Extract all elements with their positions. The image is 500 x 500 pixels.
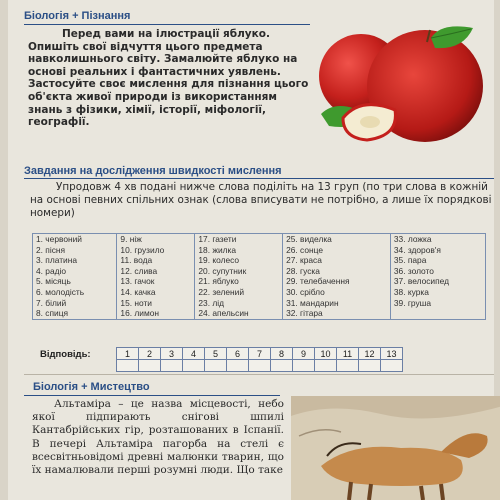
- words-table: [32, 233, 486, 320]
- intro-paragraph: Перед вами на ілюстрації яблуко. Опишіть свої відчуття цього предмета навколишнього світу. Замалюйте яблуко на основі реальних і фантастичних уявлень. Застосуйте своє мислення для пізнання цього об'єкта живої природи із використанням знань з фізики, хімії, історії, міфології, географії.: [28, 28, 309, 129]
- answer-number-cell: 9: [293, 348, 315, 360]
- answer-number-cell: 3: [161, 348, 183, 360]
- answer-number-cell: 11: [337, 348, 359, 360]
- answer-blank-cell[interactable]: [359, 360, 381, 372]
- words-row: [33, 234, 486, 245]
- word-cell: 16. лимон: [117, 308, 195, 319]
- answer-blank-cell[interactable]: [381, 360, 403, 372]
- word-cell: 25. виделка: [283, 234, 391, 245]
- answer-blank-cell[interactable]: [139, 360, 161, 372]
- word-cell: 9. ніж: [117, 234, 195, 245]
- word-cell: 30. срібло: [283, 287, 391, 298]
- answer-number-cell: 2: [139, 348, 161, 360]
- word-cell: 18. жилка: [195, 245, 283, 256]
- answer-number-cell: 12: [359, 348, 381, 360]
- answer-number-cell: 13: [381, 348, 403, 360]
- apple-illustration: [313, 18, 498, 150]
- task-title: Завдання на дослідження швидкості мислення: [24, 165, 494, 179]
- words-row: [33, 276, 486, 287]
- word-cell: 35. пара: [390, 255, 485, 266]
- word-cell: 6. молодість: [33, 287, 117, 298]
- title-underline: [24, 24, 310, 25]
- word-cell: 22. зелений: [195, 287, 283, 298]
- word-cell: 7. білий: [33, 298, 117, 309]
- answer-number-cell: 10: [315, 348, 337, 360]
- cave-horse-painting: [291, 396, 500, 500]
- word-cell: 4. радіо: [33, 266, 117, 277]
- answer-number-cell: 5: [205, 348, 227, 360]
- answer-grid: [116, 347, 403, 372]
- section-divider: [24, 374, 494, 375]
- word-cell: 15. ноти: [117, 298, 195, 309]
- word-cell: 26. сонце: [283, 245, 391, 256]
- word-cell: 21. яблуко: [195, 276, 283, 287]
- words-row: [33, 266, 486, 277]
- word-cell: 34. здоров'я: [390, 245, 485, 256]
- word-cell: 29. телебачення: [283, 276, 391, 287]
- word-cell: 36. золото: [390, 266, 485, 277]
- word-cell: 11. вода: [117, 255, 195, 266]
- section-title-biology-art: Біологія + Мистецтво: [33, 381, 150, 393]
- word-cell: 32. гітара: [283, 308, 391, 319]
- art-title-underline: [24, 395, 280, 396]
- word-cell: 27. краса: [283, 255, 391, 266]
- word-cell: 38. курка: [390, 287, 485, 298]
- words-row: [33, 298, 486, 309]
- answer-blank-cell[interactable]: [161, 360, 183, 372]
- section-title-biology-knowledge: Біологія + Пізнання: [24, 10, 131, 22]
- answer-blank-cell[interactable]: [249, 360, 271, 372]
- word-cell: 5. місяць: [33, 276, 117, 287]
- answer-blank-cell[interactable]: [293, 360, 315, 372]
- word-cell: 23. лід: [195, 298, 283, 309]
- answer-blank-cell[interactable]: [315, 360, 337, 372]
- task-paragraph: Упродовж 4 хв подані нижче слова поділіть на 13 груп (по три слова в кожній на основі певних спільних ознак (слова вписувати не потрібно, а лише їх порядкові номери): [30, 181, 492, 219]
- answer-number-cell: 6: [227, 348, 249, 360]
- answer-number-cell: 4: [183, 348, 205, 360]
- word-cell: 13. гачок: [117, 276, 195, 287]
- word-cell: 12. слива: [117, 266, 195, 277]
- word-cell: 24. апельсин: [195, 308, 283, 319]
- word-cell: [390, 308, 485, 319]
- word-cell: 39. груша: [390, 298, 485, 309]
- word-cell: 2. пісня: [33, 245, 117, 256]
- answer-number-cell: 8: [271, 348, 293, 360]
- word-cell: 28. гуска: [283, 266, 391, 277]
- answer-blank-cell[interactable]: [271, 360, 293, 372]
- words-row: [33, 308, 486, 319]
- word-cell: 20. супутник: [195, 266, 283, 277]
- word-cell: 3. платина: [33, 255, 117, 266]
- word-cell: 37. велосипед: [390, 276, 485, 287]
- answer-blank-cell[interactable]: [337, 360, 359, 372]
- answer-number-cell: 1: [117, 348, 139, 360]
- answer-blank-cell[interactable]: [227, 360, 249, 372]
- word-cell: 8. спиця: [33, 308, 117, 319]
- textbook-page: [8, 0, 494, 500]
- words-row: [33, 255, 486, 266]
- answer-blank-cell[interactable]: [205, 360, 227, 372]
- word-cell: 14. качка: [117, 287, 195, 298]
- word-cell: 33. ложка: [390, 234, 485, 245]
- answer-label: Відповідь:: [40, 349, 91, 360]
- answer-blank-cell[interactable]: [183, 360, 205, 372]
- word-cell: 17. газети: [195, 234, 283, 245]
- words-row: [33, 287, 486, 298]
- word-cell: 31. мандарин: [283, 298, 391, 309]
- word-cell: 10. грузило: [117, 245, 195, 256]
- answer-blank-cell[interactable]: [117, 360, 139, 372]
- word-cell: 19. колесо: [195, 255, 283, 266]
- answer-number-cell: 7: [249, 348, 271, 360]
- word-cell: 1. червоний: [33, 234, 117, 245]
- art-paragraph: Альтаміра – це назва місцевості, небо якої підпирають снігові шпилі Кантабрійських гір, розташованих в Іспанії. В печері Альтаміра пагорба на стелі є всесвітньовідомі древні малюнки тварин, що їх намалювали перші розумні люди. Що таке: [32, 398, 284, 477]
- words-row: [33, 245, 486, 256]
